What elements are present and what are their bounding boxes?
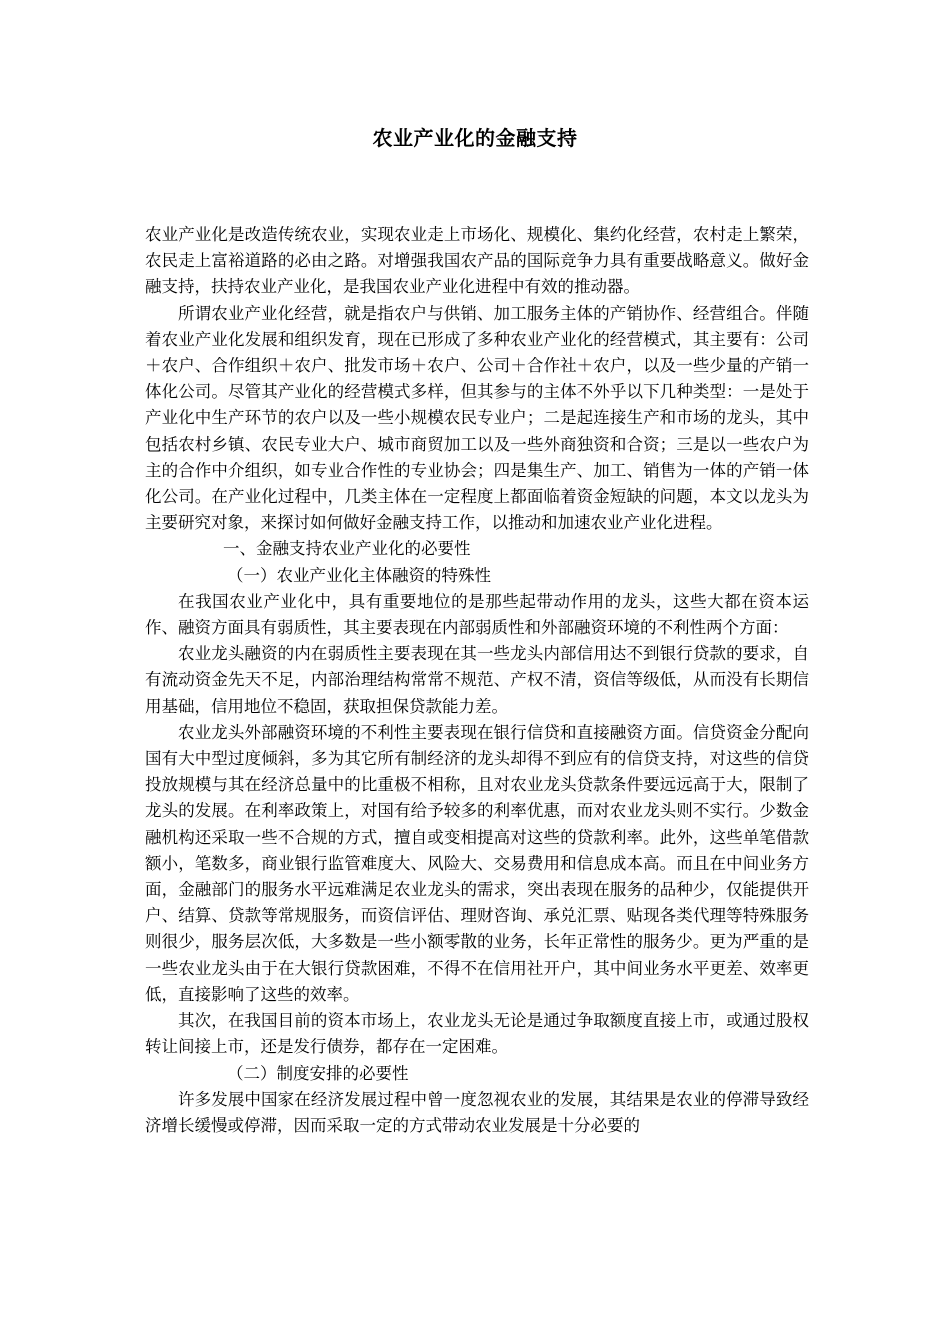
paragraph-institutional: 许多发展中国家在经济发展过程中曾一度忽视农业的发展，其结果是农业的停滞导致经济增长缓慢或停滞，因而采取一定的方式带动农业发展是十分必要的: [145, 1089, 809, 1135]
subsection-heading-2: （二）制度安排的必要性: [227, 1063, 409, 1083]
paragraph-financing-weakness: 在我国农业产业化中，具有重要地位的是那些起带动作用的龙头，这些大都在资本运作、融资方面具有弱质性，其主要表现在内部弱质性和外部融资环境的不利性两个方面：: [145, 591, 809, 638]
section-heading-1: 一、金融支持农业产业化的必要性: [223, 539, 471, 559]
paragraph-internal-weakness: 农业龙头融资的内在弱质性主要表现在其一些龙头内部信用达不到银行贷款的要求，自有流动资金先天不足，内部治理结构常常不规范、产权不清，资信等级低，从而没有长期信用基础，信用地位不稳固，获取担保贷款能力差。: [145, 644, 809, 716]
document-body: [145, 222, 809, 1139]
document-title: 农业产业化的金融支持: [372, 126, 578, 150]
paragraph-definition: 所谓农业产业化经营，就是指农户与供销、加工服务主体的产销协作、经营组合。伴随着农业产业化发展和组织发育，现在已形成了多种农业产业化的经营模式，其主要有：公司＋农户、合作组织＋农户、批发市场＋农户、公司＋合作社＋农户，以及一些少量的产销一体化公司。尽管其产业化的经营模式多样，但其参与的主体不外乎以下几种类型：一是处于产业化中生产环节的农户以及一些小规模农民专业户；二是起连接生产和市场的龙头，其中包括农村乡镇、农民专业大户、城市商贸加工以及一些外商独资和合资；三是以一些农户为主的合作中介组织，如专业合作性的专业协会；四是集生产、加工、销售为一体的产销一体化公司。在产业化过程中，几类主体在一定程度上都面临着资金短缺的问题，本文以龙头为主要研究对象，来探讨如何做好金融支持工作，以推动和加速农业产业化进程。: [145, 303, 809, 533]
paragraph-capital-market: 其次，在我国目前的资本市场上，农业龙头无论是通过争取额度直接上市，或通过股权转让间接上市，还是发行债券，都存在一定困难。: [145, 1011, 809, 1057]
paragraph-external-environment: 农业龙头外部融资环境的不利性主要表现在银行信贷和直接融资方面。信贷资金分配向国有大中型过度倾斜，多为其它所有制经济的龙头却得不到应有的信贷支持，对这些的信贷投放规模与其在经济总量中的比重极不相称，且对农业龙头贷款条件要远远高于大，限制了龙头的发展。在利率政策上，对国有给予较多的利率优惠，而对农业龙头则不实行。少数金融机构还采取一些不合规的方式，擅自或变相提高对这些的贷款利率。此外，这些单笔借款额小，笔数多，商业银行监管难度大、风险大、交易费用和信息成本高。而且在中间业务方面，金融部门的服务水平远难满足农业龙头的需求，突出表现在服务的品种少，仅能提供开户、结算、贷款等常规服务，而资信评估、理财咨询、承兑汇票、贴现各类代理等特殊服务则很少，服务层次低，大多数是一些小额零散的业务，长年正常性的服务少。更为严重的是一些农业龙头由于在大银行贷款困难，不得不在信用社开户，其中间业务水平更差、效率更低，直接影响了这些的效率。: [145, 722, 809, 1004]
subsection-heading-1: （一）农业产业化主体融资的特殊性: [227, 565, 491, 585]
paragraph-intro: 农业产业化是改造传统农业，实现农业走上市场化、规模化、集约化经营，农村走上繁荣，农民走上富裕道路的必由之路。对增强我国农产品的国际竞争力具有重要战略意义。做好金融支持，扶持农业产业化，是我国农业产业化进程中有效的推动器。: [145, 225, 809, 297]
